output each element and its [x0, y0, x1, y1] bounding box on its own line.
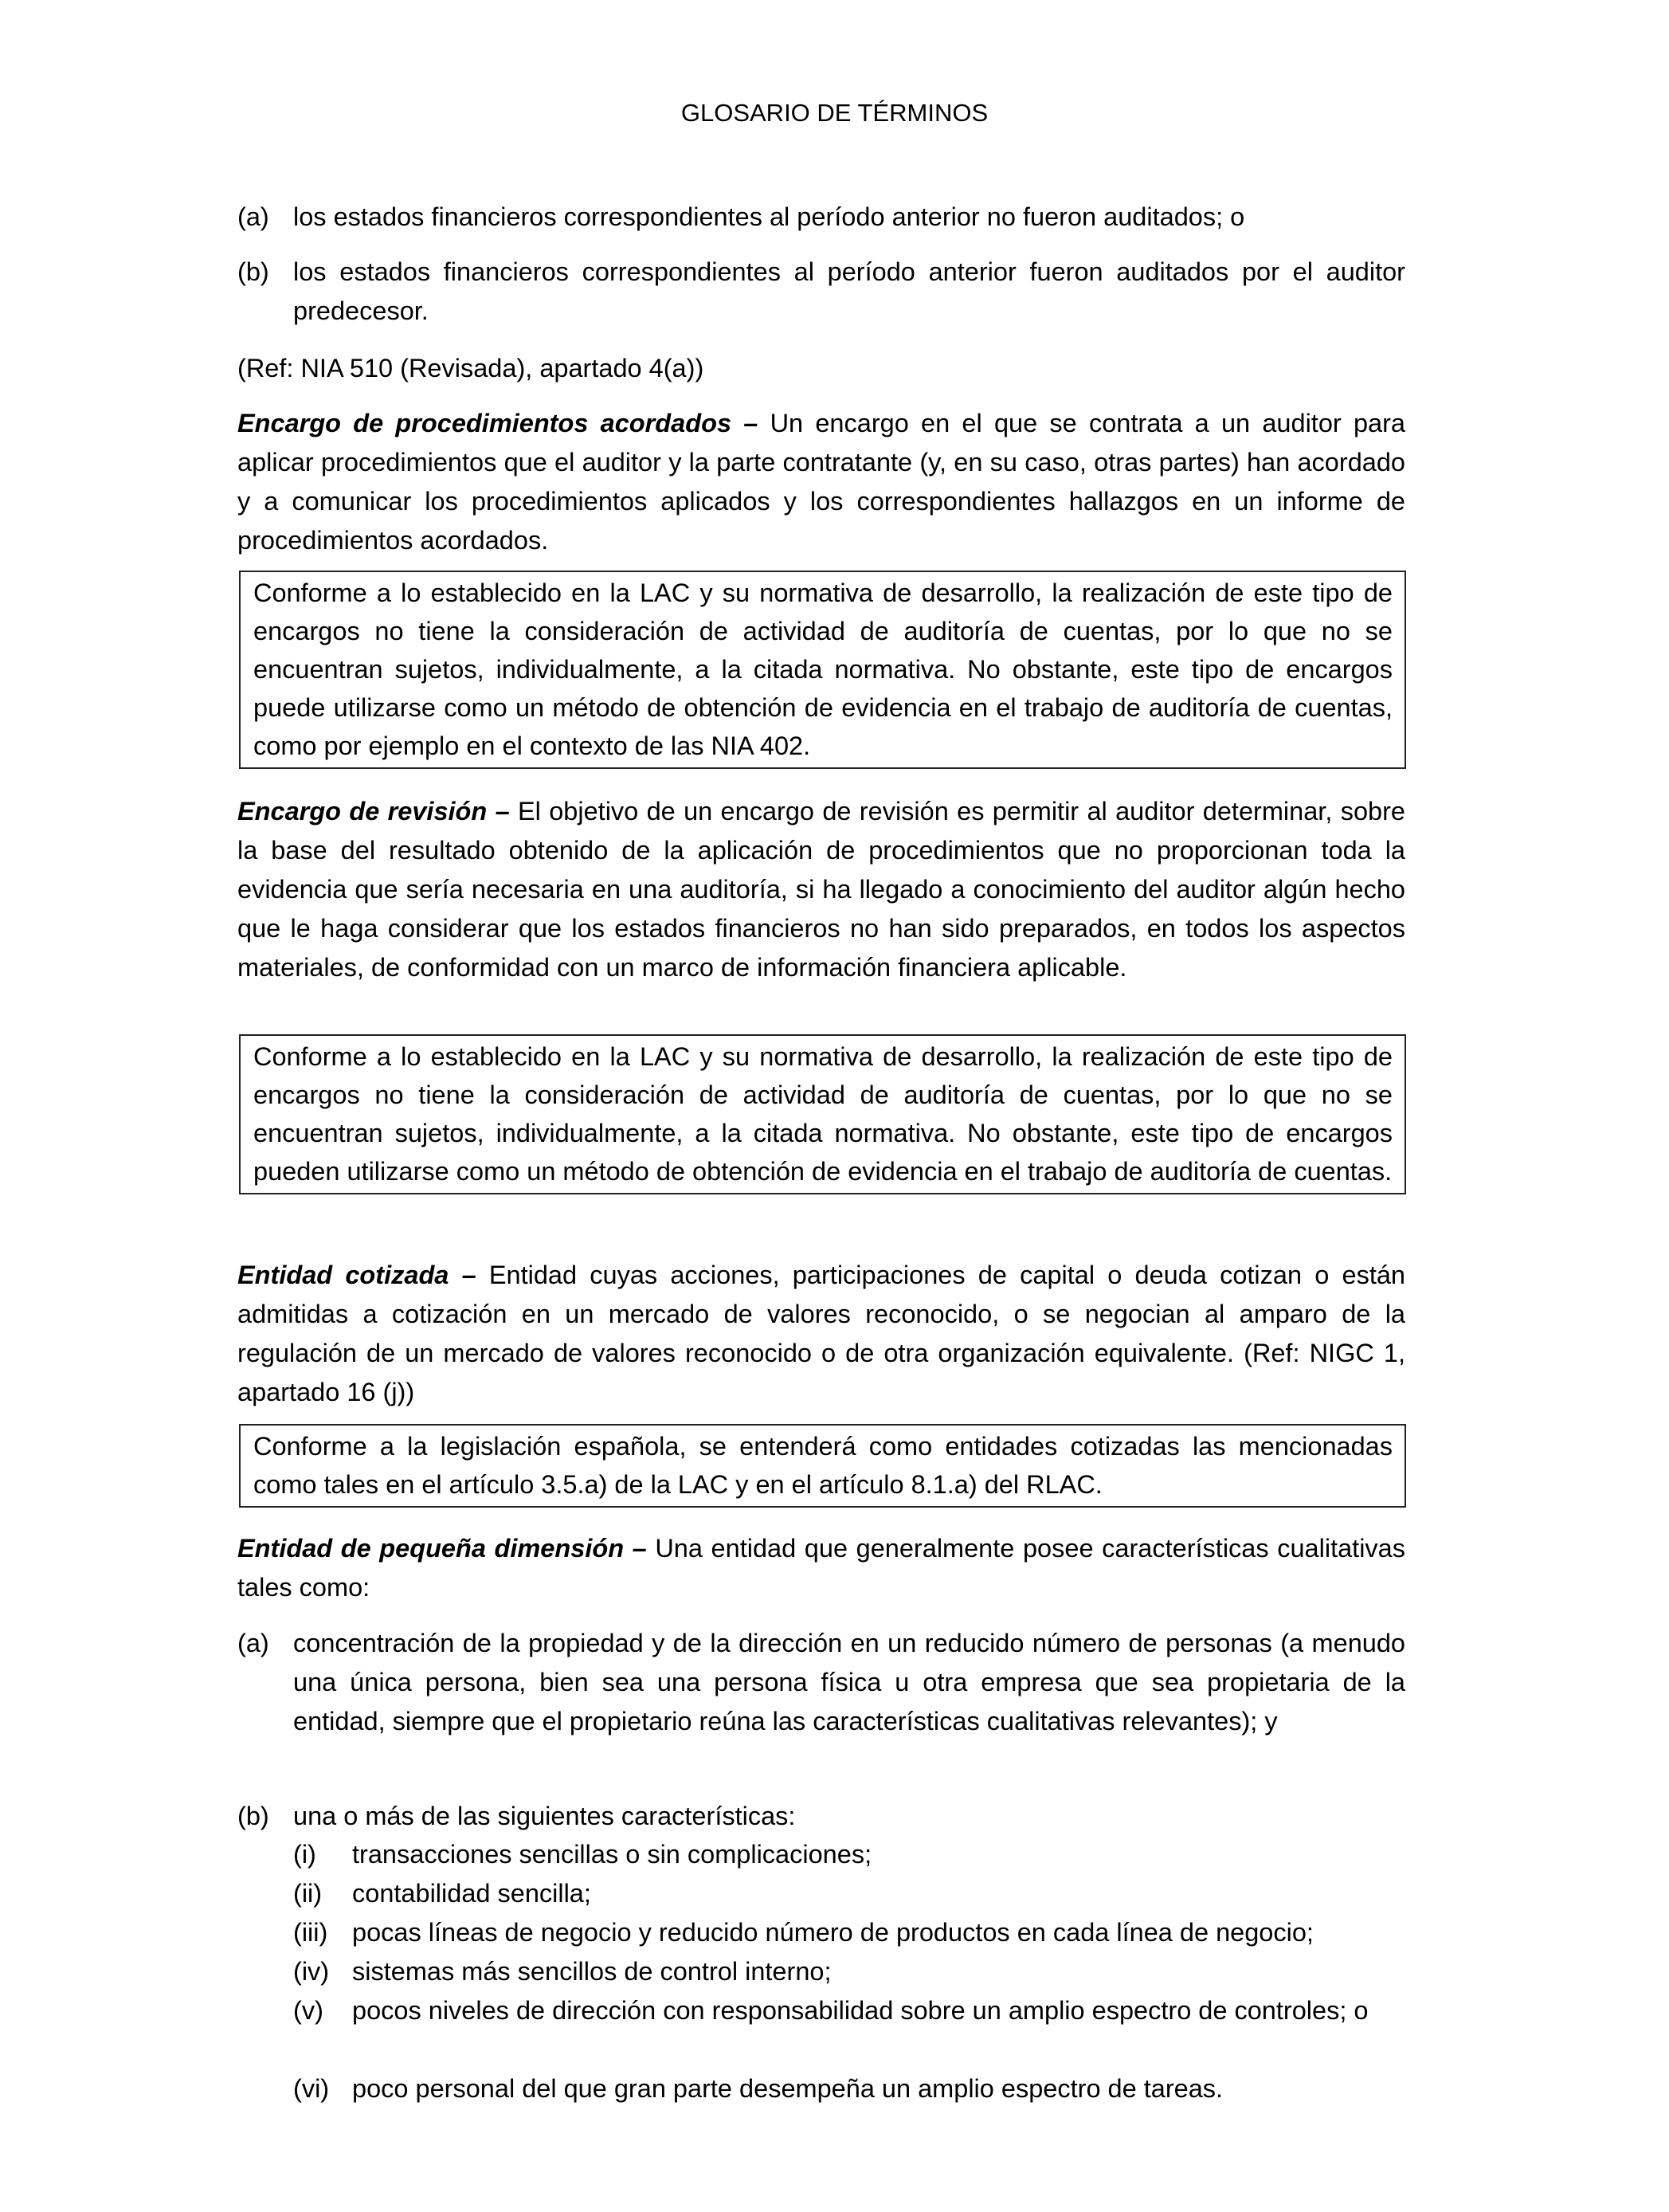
list-item-text: los estados financieros correspondientes al período anterior fueron auditados por el auditor predecesor. — [293, 257, 1405, 325]
national-note-box: Conforme a la legislación española, se entenderá como entidades cotizadas las mencionadas como tales en el artículo 3.5.a) de la LAC y en el artículo 8.1.a) del RLAC. — [239, 1424, 1406, 1508]
list-item-text: concentración de la propiedad y de la dirección en un reducido número de personas (a menudo una única persona, bien sea una persona física u otra empresa que sea propietaria de la entidad, siempre que el propietario reúna las características cualitativas relevantes); y — [293, 1629, 1405, 1735]
sublist-item-label: (v) — [293, 1996, 323, 2025]
national-note-box: Conforme a lo establecido en la LAC y su normativa de desarrollo, la realización de este tipo de encargos no tiene la consideración de actividad de auditoría de cuentas, por lo que no se encuentran sujetos, individualmente, a la citada normativa. No obstante, este tipo de encargos puede utilizarse como un método de obtención de evidencia en el trabajo de auditoría de cuentas, como por ejemplo en el contexto de las NIA 402. — [239, 571, 1406, 769]
page-header: GLOSARIO DE TÉRMINOS — [680, 99, 989, 127]
list-item-text: los estados financieros correspondientes al período anterior no fueron auditados; o — [293, 202, 1245, 231]
sublist-item-label: (iii) — [293, 1918, 328, 1947]
sublist-item-text: pocos niveles de dirección con responsabilidad sobre un amplio espectro de controles; o — [352, 1996, 1369, 2025]
sublist-item-text: pocas líneas de negocio y reducido número de productos en cada línea de negocio; — [352, 1918, 1314, 1947]
glossary-definition: Entidad cuyas acciones, participaciones de capital o deuda cotizan o están admitidas a cotización en un mercado de valores reconocido, o se negocian al amparo de la regulación de un mercado de valores reconocido o de otra organización equivalente. (Ref: NIGC 1, apartado 16 (j)) — [237, 1261, 1405, 1406]
list-item — [237, 1797, 1405, 1836]
sublist-item-text: transacciones sencillas o sin complicaciones; — [352, 1840, 872, 1869]
list-item — [237, 198, 1405, 237]
list-item-label: (b) — [237, 257, 269, 286]
list-item — [237, 1624, 1405, 1741]
glossary-entry-cotizada — [237, 1256, 1405, 1412]
glossary-term: Encargo de procedimientos acordados – — [237, 409, 758, 437]
sublist-item — [293, 1952, 1405, 1991]
sublist-item-label: (iv) — [293, 1957, 330, 1986]
sublist-item-text: contabilidad sencilla; — [352, 1879, 591, 1908]
national-note-box: Conforme a lo establecido en la LAC y su normativa de desarrollo, la realización de este tipo de encargos no tiene la consideración de actividad de auditoría de cuentas, por lo que no se encuentran sujetos, individualmente, a la citada normativa. No obstante, este tipo de encargos pueden utilizarse como un método de obtención de evidencia en el trabajo de auditoría de cuentas. — [239, 1034, 1406, 1194]
glossary-term: Entidad de pequeña dimensión – — [237, 1534, 647, 1563]
sublist-item-text: sistemas más sencillos de control interno; — [352, 1957, 832, 1986]
sublist-item-label: (ii) — [293, 1879, 323, 1908]
list-item-label: (a) — [237, 1629, 269, 1657]
sublist-item — [293, 1835, 1405, 1874]
glossary-definition: Un encargo en el que se contrata a un auditor para aplicar procedimientos que el auditor y la parte contratante (y, en su caso, otras partes) han acordado y a comunicar los procedimientos aplicados y los correspondientes hallazgos en un informe de procedimientos acordados. — [237, 409, 1405, 555]
glossary-term: Entidad cotizada – — [237, 1261, 476, 1289]
glossary-term: Encargo de revisión – — [237, 797, 510, 826]
sublist-item — [293, 1991, 1405, 2030]
sublist-item-label: (i) — [293, 1840, 316, 1869]
sublist-item — [293, 2069, 1405, 2108]
glossary-entry-pequena — [237, 1529, 1405, 1607]
list-item — [237, 253, 1405, 331]
sublist-item — [293, 1913, 1405, 1952]
list-item-label: (a) — [237, 202, 269, 231]
glossary-entry-revision — [237, 792, 1405, 987]
sublist-item-text: poco personal del que gran parte desempeña un amplio espectro de tareas. — [352, 2074, 1224, 2103]
list-item-text: una o más de las siguientes características: — [293, 1802, 796, 1830]
glossary-definition: El objetivo de un encargo de revisión es permitir al auditor determinar, sobre la base del resultado obtenido de la aplicación de procedimientos que no proporcionan toda la evidencia que sería necesaria en una auditoría, si ha llegado a conocimiento del auditor algún hecho que le haga considerar que los estados financieros no han sido preparados, en todos los aspectos materiales, de conformidad con un marco de información financiera aplicable. — [237, 797, 1405, 982]
reference-note: (Ref: NIA 510 (Revisada), apartado 4(a)) — [237, 354, 704, 382]
sublist-item-label: (vi) — [293, 2074, 330, 2103]
glossary-definition: Una entidad que generalmente posee características cualitativas tales como: — [237, 1534, 1405, 1602]
list-item-label: (b) — [237, 1802, 269, 1830]
sublist-item — [293, 1874, 1405, 1913]
glossary-entry-procedimientos — [237, 404, 1405, 560]
